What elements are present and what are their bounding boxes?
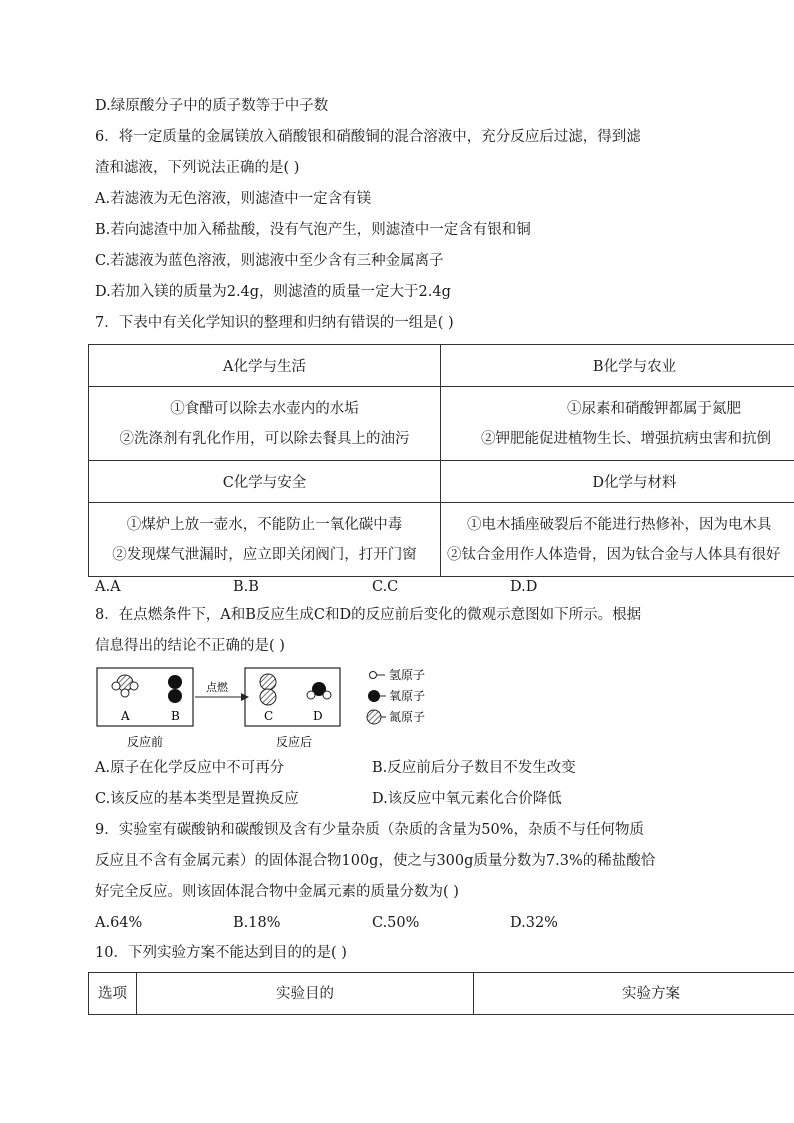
label-d: D bbox=[313, 709, 323, 723]
q9-option-a: A.64% bbox=[95, 915, 143, 931]
label-b: B bbox=[171, 709, 180, 723]
q10-stem: 10．下列实验方案不能达到目的的是( ) bbox=[95, 945, 347, 961]
q8-option-d: D.该反应中氧元素化合价降低 bbox=[372, 791, 562, 807]
molecule-d bbox=[307, 682, 331, 699]
q10-header-purpose: 实验目的 bbox=[137, 973, 474, 1015]
q7-cell-c-title: C化学与安全 bbox=[89, 461, 441, 503]
legend-nitrogen bbox=[367, 710, 425, 724]
q9-stem-line1: 9．实验室有碳酸钠和碳酸钡及含有少量杂质（杂质的含量为50%，杂质不与任何物质 bbox=[95, 822, 644, 838]
q6-option-d: D.若加入镁的质量为2.4g，则滤渣的质量一定大于2.4g bbox=[95, 284, 451, 300]
q8-option-b: B.反应前后分子数目不发生改变 bbox=[372, 760, 576, 776]
q6-stem-line1: 6．将一定质量的金属镁放入硝酸银和硝酸铜的混合溶液中，充分反应后过滤，得到滤 bbox=[95, 129, 641, 145]
q9-option-c: C.50% bbox=[372, 915, 420, 931]
q7-stem: 7．下表中有关化学知识的整理和归纳有错误的一组是( ) bbox=[95, 315, 454, 331]
q9-stem-line2: 反应且不含有金属元素）的固体混合物100g，使之与300g质量分数为7.3%的稀盐酸恰 bbox=[95, 853, 656, 869]
molecule-a bbox=[112, 675, 138, 697]
molecule-c bbox=[260, 674, 276, 705]
q7-option-d: D.D bbox=[510, 579, 538, 595]
q7-cell-c-body bbox=[89, 503, 441, 577]
q6-option-a: A.若滤液为无色溶液，则滤渣中一定含有镁 bbox=[95, 191, 372, 207]
reaction-diagram bbox=[90, 660, 450, 754]
q10-header-scheme: 实验方案 bbox=[474, 973, 794, 1015]
q7-c-line2: ②发现煤气泄漏时，应立即关闭阀门，打开门窗 bbox=[112, 546, 417, 563]
q7-cell-d-title: D化学与材料 bbox=[441, 461, 794, 503]
q9-stem-line3: 好完全反应。则该固体混合物中金属元素的质量分数为( ) bbox=[95, 884, 459, 900]
legend-oxygen bbox=[368, 689, 425, 703]
q7-d-line2: ②钛合金用作人体造骨，因为钛合金与人体具有很好 bbox=[447, 546, 781, 563]
svg-text:氧原子: 氧原子 bbox=[389, 689, 426, 703]
q7-b-line2: ②钾肥能促进植物生长、增强抗病虫害和抗倒 bbox=[481, 430, 771, 447]
q7-a-line1: ①食醋可以除去水壶内的水垢 bbox=[170, 400, 359, 417]
q7-c-line1: ①煤炉上放一壶水，不能防止一氧化碳中毒 bbox=[126, 516, 403, 533]
q7-b-line1: ①尿素和硝酸钾都属于氮肥 bbox=[567, 400, 741, 417]
q7-option-a: A.A bbox=[95, 579, 121, 595]
svg-text:氢原子: 氢原子 bbox=[389, 668, 426, 682]
q7-cell-d-body bbox=[441, 503, 794, 577]
q10-header-option: 选项 bbox=[89, 973, 137, 1015]
q7-a-line2: ②洗涤剂有乳化作用，可以除去餐具上的油污 bbox=[119, 430, 410, 447]
caption-after: 反应后 bbox=[276, 735, 313, 749]
q7-table bbox=[88, 344, 794, 577]
q7-cell-b-title: B化学与农业 bbox=[441, 345, 794, 387]
arrow-label: 点燃 bbox=[206, 681, 228, 694]
q5-option-d: D.绿原酸分子中的质子数等于中子数 bbox=[95, 98, 329, 114]
label-c: C bbox=[264, 709, 274, 723]
q8-option-c: C.该反应的基本类型是置换反应 bbox=[95, 791, 299, 807]
q10-table bbox=[88, 972, 794, 1015]
q7-cell-a-title: A化学与生活 bbox=[89, 345, 441, 387]
q8-stem-line2: 信息得出的结论不正确的是( ) bbox=[95, 638, 285, 654]
label-a: A bbox=[121, 709, 130, 723]
svg-text:氮原子: 氮原子 bbox=[389, 710, 426, 724]
q8-stem-line1: 8．在点燃条件下，A和B反应生成C和D的反应前后变化的微观示意图如下所示。根据 bbox=[95, 607, 642, 623]
legend-hydrogen bbox=[370, 668, 426, 682]
q8-option-a: A.原子在化学反应中不可再分 bbox=[95, 760, 285, 776]
q9-option-b: B.18% bbox=[233, 915, 281, 931]
q6-option-c: C.若滤液为蓝色溶液，则滤液中至少含有三种金属离子 bbox=[95, 253, 444, 269]
q7-option-b: B.B bbox=[233, 579, 259, 595]
q7-d-line1: ①电木插座破裂后不能进行热修补，因为电木具 bbox=[467, 516, 772, 533]
q7-option-c: C.C bbox=[372, 579, 399, 595]
q9-option-d: D.32% bbox=[510, 915, 558, 931]
caption-before: 反应前 bbox=[127, 735, 164, 749]
q7-cell-b-body bbox=[441, 387, 794, 461]
q7-cell-a-body bbox=[89, 387, 441, 461]
q6-option-b: B.若向滤渣中加入稀盐酸，没有气泡产生，则滤渣中一定含有银和铜 bbox=[95, 222, 531, 238]
molecule-b bbox=[168, 675, 182, 703]
q6-stem-line2: 渣和滤液，下列说法正确的是( ) bbox=[95, 160, 300, 176]
